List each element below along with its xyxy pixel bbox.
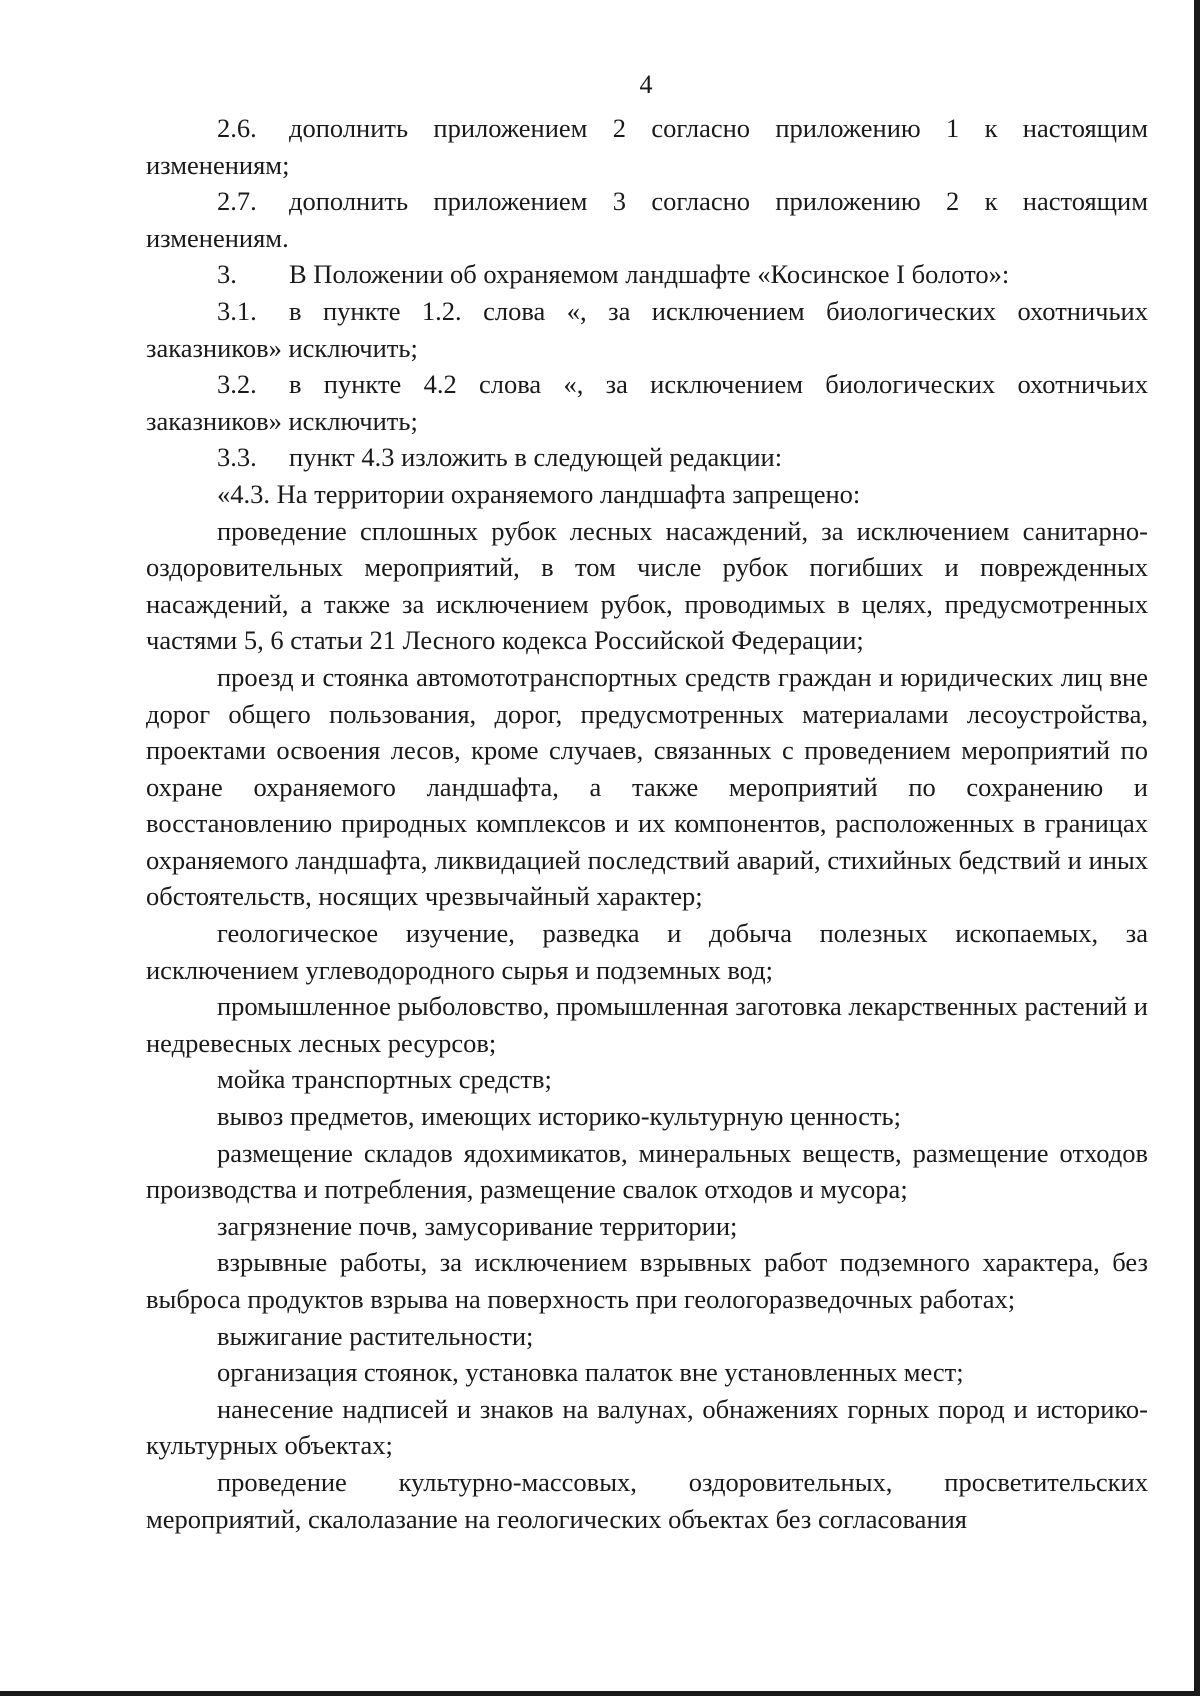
paragraph-3-1	[146, 293, 1148, 366]
paragraph-text: промышленное рыболовство, промышленная заготовка лекарственных растений и недревесных лесных ресурсов;	[146, 991, 1148, 1058]
paragraph-item	[146, 1208, 1148, 1245]
paragraph-text: загрязнение почв, замусоривание территории;	[217, 1210, 738, 1241]
paragraph-item	[146, 1354, 1148, 1391]
paragraph-item	[146, 1098, 1148, 1135]
document-body	[146, 110, 1148, 1537]
paragraph-text: нанесение надписей и знаков на валунах, обнажениях горных пород и историко-культурных объектах;	[146, 1393, 1148, 1461]
paragraph-number: 3.1.	[217, 295, 257, 326]
paragraph-item	[146, 659, 1148, 915]
paragraph-text: организация стоянок, установка палаток вне установленных мест;	[217, 1357, 964, 1388]
paragraph-text: выжигание растительности;	[217, 1320, 534, 1351]
paragraph-2-6	[146, 110, 1148, 183]
paragraph-3-2	[146, 366, 1148, 439]
paragraph-item	[146, 1391, 1148, 1464]
paragraph-text: В Положении об охраняемом ландшафте «Косинское I болото»:	[289, 259, 1010, 290]
paragraph-text: размещение складов ядохимикатов, минеральных веществ, размещение отходов производства и потребления, размещение свалок отходов и мусора;	[146, 1137, 1148, 1205]
paragraph-item	[146, 1464, 1148, 1537]
paragraph-text: мойка транспортных средств;	[217, 1064, 552, 1095]
paragraph-2-7	[146, 183, 1148, 256]
paragraph-3-3	[146, 439, 1148, 476]
paragraph-number: 2.6.	[217, 113, 257, 143]
paragraph-3	[146, 256, 1148, 293]
paragraph-text: дополнить приложением 2 согласно приложению 1 к настоящим изменениям;	[146, 113, 1148, 180]
paragraph-4-3-heading	[146, 476, 1148, 513]
paragraph-item	[146, 1244, 1148, 1317]
paragraph-item	[146, 1061, 1148, 1098]
paragraph-text: проведение сплошных рубок лесных насаждений, за исключением санитарно-оздоровительных мероприятий, в том числе рубок погибших и поврежденных насаждений, а также за исключением рубок, проводимых в целях, предусмотренных частями 5, 6 статьи 21 Лесного кодекса Российской Федерации;	[146, 515, 1148, 656]
paragraph-number: 3.	[217, 259, 237, 290]
paragraph-text: дополнить приложением 3 согласно приложению 2 к настоящим изменениям.	[146, 186, 1148, 253]
paragraph-text: вывоз предметов, имеющих историко-культурную ценность;	[217, 1101, 902, 1132]
paragraph-text: пункт 4.3 изложить в следующей редакции:	[289, 442, 783, 473]
paragraph-number: 2.7.	[217, 186, 257, 217]
paragraph-text: взрывные работы, за исключением взрывных работ подземного характера, без выброса продуктов взрыва на поверхность при геологоразведочных работах;	[146, 1247, 1148, 1314]
paragraph-number: 3.3.	[217, 442, 257, 473]
paragraph-item	[146, 1318, 1148, 1355]
page-number: 4	[639, 70, 653, 99]
paragraph-item	[146, 1135, 1148, 1208]
paragraph-item	[146, 988, 1148, 1061]
paragraph-item	[146, 915, 1148, 988]
paragraph-text: «4.3. На территории охраняемого ландшафта запрещено:	[217, 478, 861, 509]
paragraph-text: проведение культурно-массовых, оздоровительных, просветительских мероприятий, скалолазание на геологических объектах без согласования	[146, 1466, 1148, 1534]
paragraph-item	[146, 513, 1148, 659]
paragraph-text: в пункте 1.2. слова «, за исключением биологических охотничьих заказников» исключить;	[146, 295, 1148, 363]
paragraph-text: геологическое изучение, разведка и добыча полезных ископаемых, за исключением углеводородного сырья и подземных вод;	[146, 918, 1148, 985]
paragraph-number: 3.2.	[217, 369, 257, 400]
scan-edge-right	[1194, 0, 1200, 1696]
paragraph-text: в пункте 4.2 слова «, за исключением биологических охотничьих заказников» исключить;	[146, 369, 1148, 436]
scan-edge-bottom	[0, 1691, 1200, 1696]
paragraph-text: проезд и стоянка автомототранспортных средств граждан и юридических лиц вне дорог общего пользования, дорог, предусмотренных материалами лесоустройства, проектами освоения лесов, кроме случаев, связанных с проведением мероприятий по охране охраняемого ландшафта, а также мероприятий по сохранению и восстановлению природных комплексов и их компонентов, расположенных в границах охраняемого ландшафта, ликвидацией последствий аварий, стихийных бедствий и иных обстоятельств, носящих чрезвычайный характер;	[146, 661, 1148, 912]
